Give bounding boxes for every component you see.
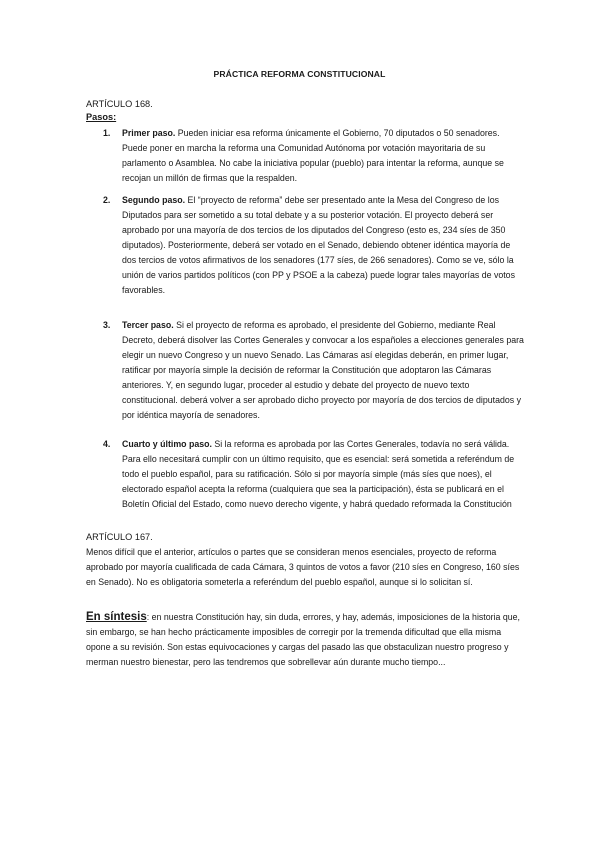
step-number: 3. bbox=[103, 320, 111, 330]
step-item-2 bbox=[86, 193, 526, 318]
step-body bbox=[122, 126, 526, 186]
step-body bbox=[122, 193, 526, 298]
step-lead: Segundo paso. bbox=[122, 195, 186, 205]
step-body bbox=[122, 437, 526, 512]
step-item-3 bbox=[86, 318, 526, 437]
step-text: El “proyecto de reforma” debe ser presentado ante la Mesa del Congreso de los Diputados para ser sometido a su total debate y a su posterior votación. El proyecto deberá ser aprobado por una mayoría de dos tercios de los diputados del Congreso (esto es, 234 síes de 350 diputados). Posteriormente, deberá ser votado en el Senado, debiendo obtener idéntica mayoría de dos tercios de votos afirmativos de los senadores (177 síes, de 266 senadores). Como se ve, sólo la unión de varios partidos políticos (con PP y PSOE a la cabeza) puede lograr tales mayorías de votos favorables. bbox=[122, 195, 515, 295]
article-167-heading: ARTÍCULO 167. bbox=[86, 532, 153, 542]
step-lead: Cuarto y último paso. bbox=[122, 439, 212, 449]
steps-list bbox=[86, 126, 526, 512]
step-text: Si la reforma es aprobada por las Cortes Generales, todavía no será válida. Para ello necesitará cumplir con un último requisito, que es esencial: será sometida a referéndum de todo el pueblo español, para su ratificación. Sólo si por mayoría simple (más síes que noes), el electorado español acepta la reforma (cualquiera que sea la participación), ésta se publicará en el Boletín Oficial del Estado, como nuevo derecho vigente, y habrá quedado reformada la Constitución bbox=[122, 439, 515, 509]
synthesis-text: : en nuestra Constitución hay, sin duda, errores, y hay, además, imposiciones de la historia que, sin embargo, se han hecho prácticamente imposibles de corregir por la tremenda dificultad que ella misma opone a su revisión. Son estas equivocaciones y cargas del pasado las que obstaculizan nuestro progreso y merman nuestro bienestar, pero las tendremos que sobrellevar aún durante mucho tiempo... bbox=[86, 612, 520, 667]
step-body bbox=[122, 318, 526, 423]
step-item-4 bbox=[86, 437, 526, 512]
step-number: 2. bbox=[103, 195, 111, 205]
step-number: 1. bbox=[103, 128, 111, 138]
step-lead: Tercer paso. bbox=[122, 320, 174, 330]
document-title: PRÁCTICA REFORMA CONSTITUCIONAL bbox=[213, 69, 386, 79]
step-lead: Primer paso. bbox=[122, 128, 176, 138]
article-167-paragraph: Menos difícil que el anterior, artículos o partes que se consideran menos esenciales, proyecto de reforma aprobado por mayoría cualificada de cada Cámara, 3 quintos de votos a favor (210 síes en Congreso, 160 síes en Senado). No es obligatoria someterla a referéndum del pueblo español, aunque si lo solicitan sí. bbox=[86, 547, 520, 587]
step-item-1 bbox=[86, 126, 526, 193]
synthesis-lead: En síntesis bbox=[86, 611, 147, 623]
step-number: 4. bbox=[103, 439, 111, 449]
synthesis-paragraph bbox=[86, 610, 524, 670]
step-text: Si el proyecto de reforma es aprobado, el presidente del Gobierno, mediante Real Decreto, deberá disolver las Cortes Generales y convocar a los españoles a elecciones generales para elegir un nuevo Congreso y un nuevo Senado. Las Cámaras así elegidas deberán, en primer lugar, ratificar por mayoría simple la decisión de reformar la Constitución que adoptaron las Cámaras anteriores. Y, en segundo lugar, proceder al estudio y debate del proyecto de nuevo texto constitucional. deberá volver a ser aprobado dicho proyecto por mayoría de dos tercios de diputados y por idéntica mayoría de senadores. bbox=[122, 320, 524, 420]
article-168-heading: ARTÍCULO 168. bbox=[86, 99, 153, 109]
step-text: Pueden iniciar esa reforma únicamente el Gobierno, 70 diputados o 50 senadores. Puede poner en marcha la reforma una Comunidad Autónoma por votación mayoritaria de su parlamento o Asamblea. No cabe la iniciativa popular (pueblo) para intentar la reforma, aunque se recojan un millón de firmas que la respalden. bbox=[122, 128, 504, 183]
steps-label: Pasos: bbox=[86, 112, 117, 122]
